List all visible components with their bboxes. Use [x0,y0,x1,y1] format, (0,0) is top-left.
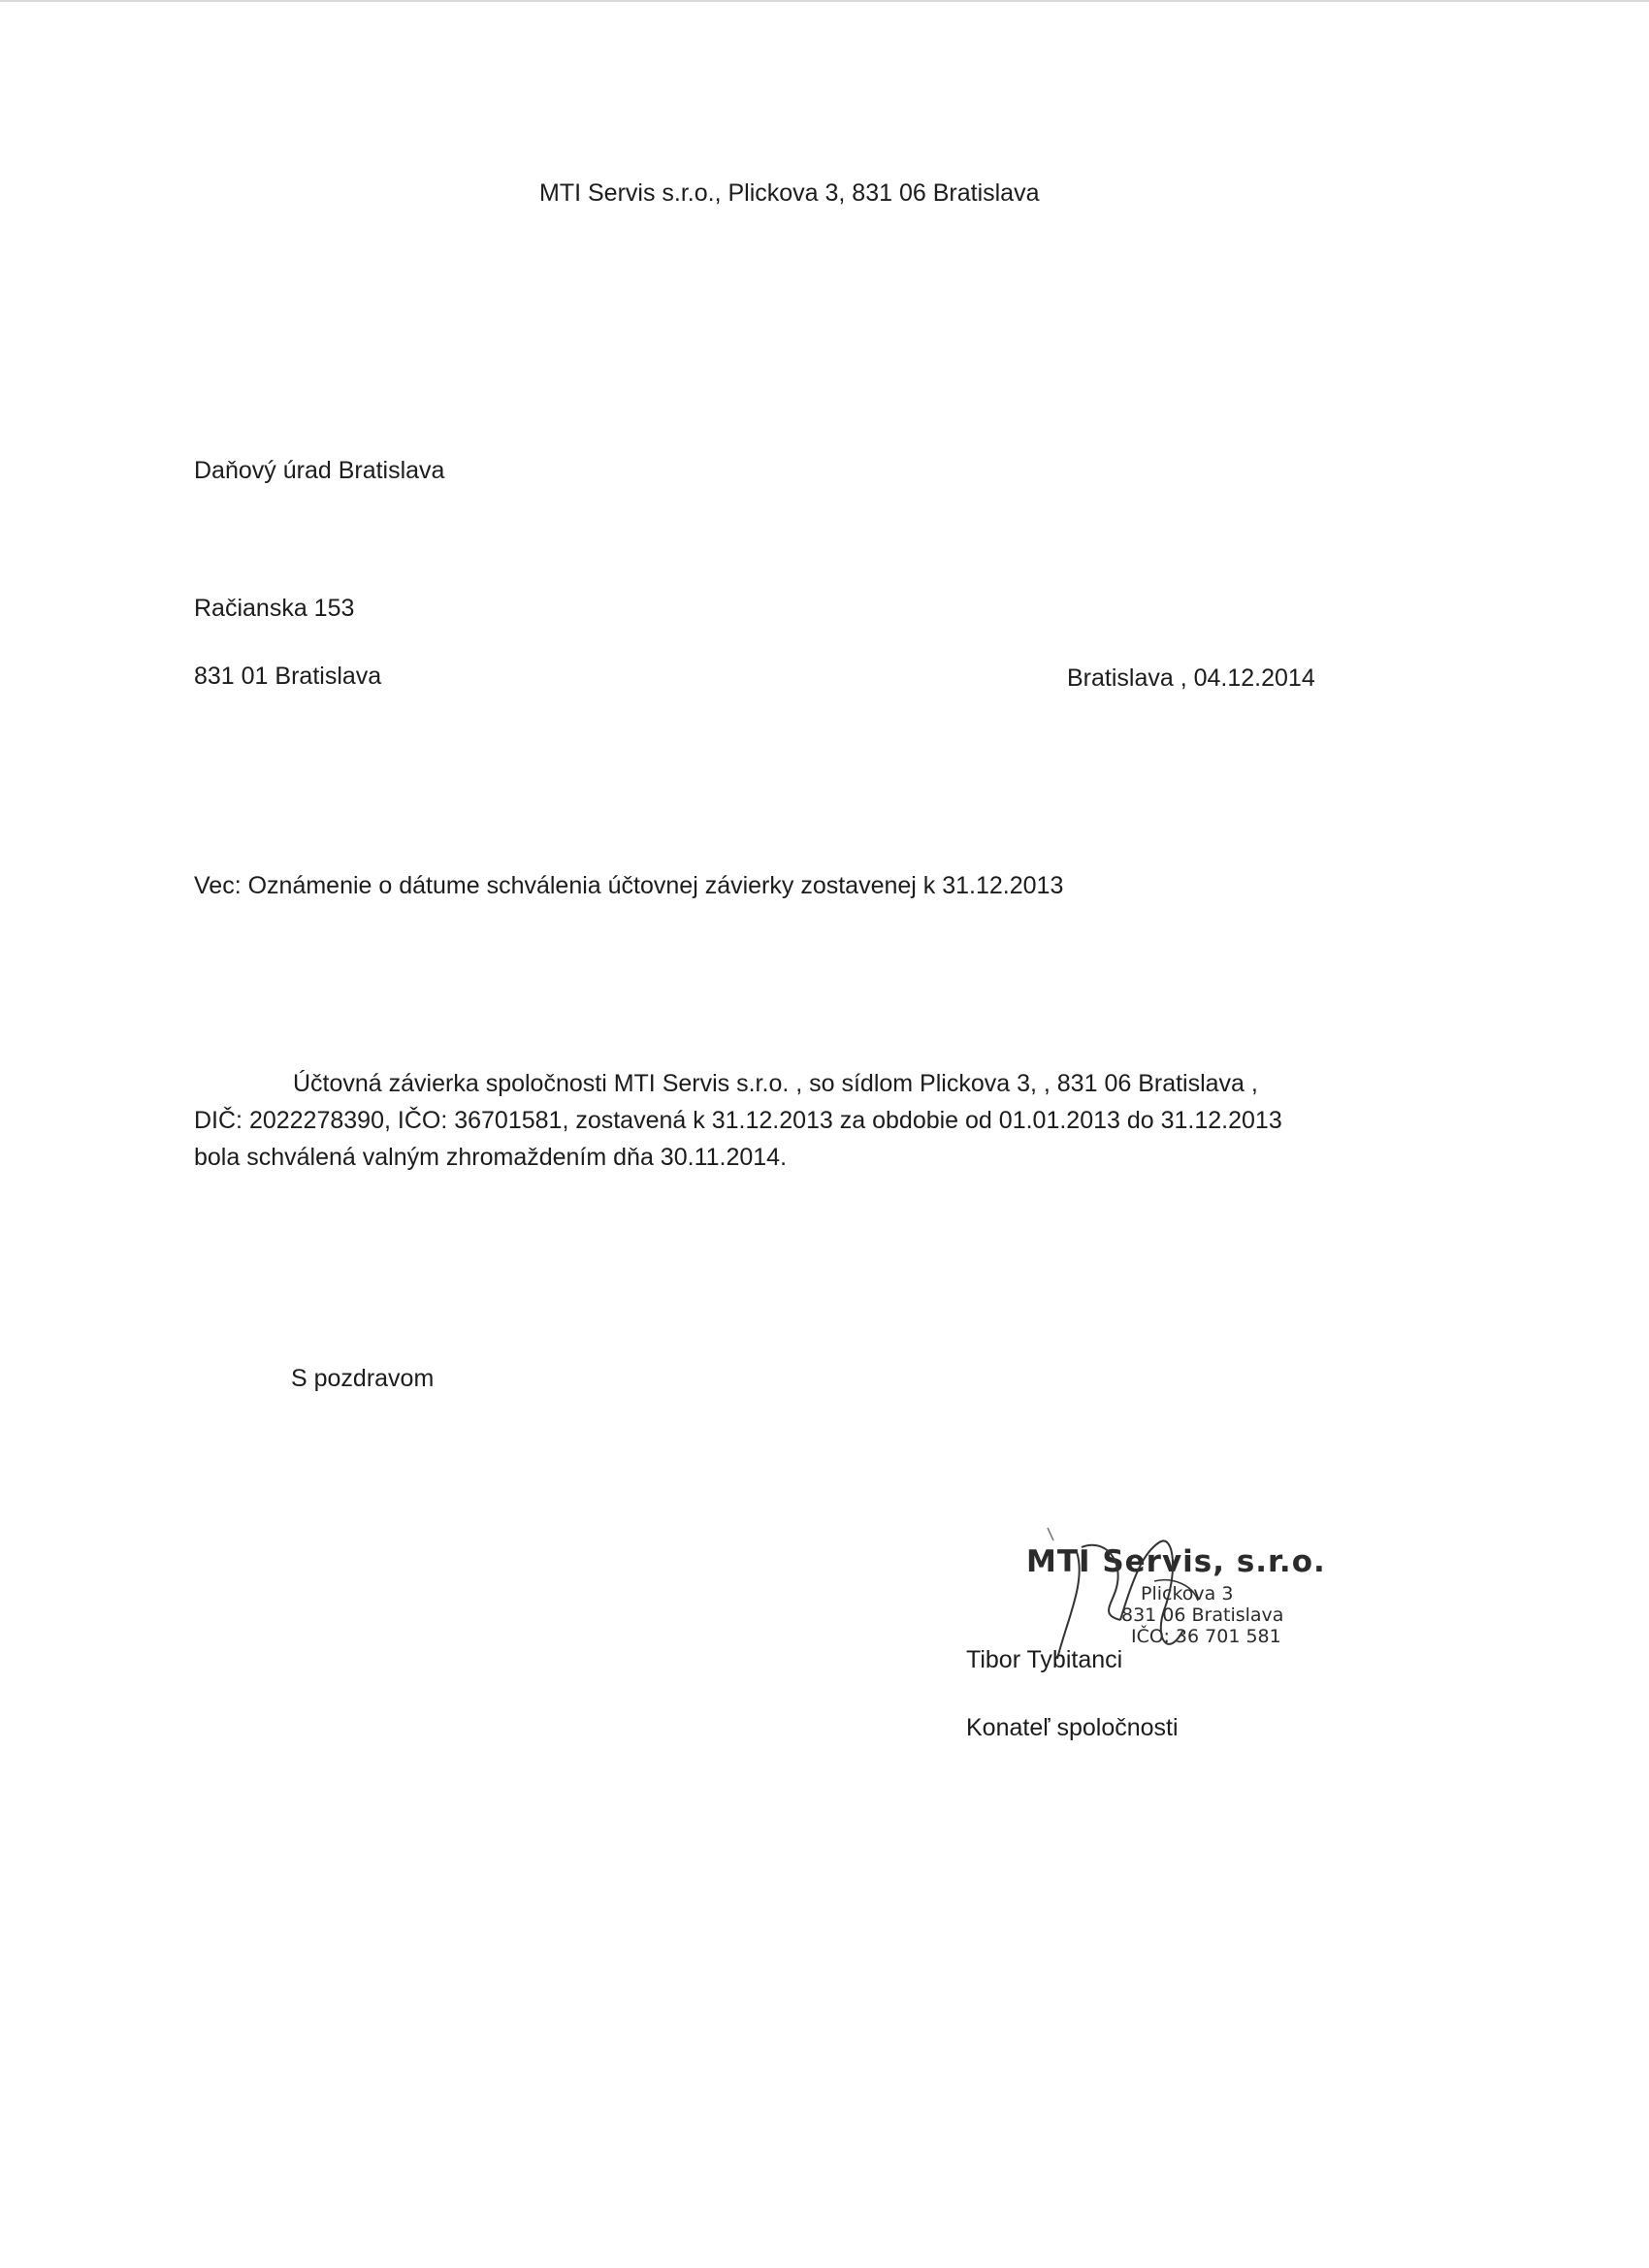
body-line-3: bola schválená valným zhromaždením dňa 30.11.2014. [194,1144,788,1171]
body-line-1: Účtovná závierka spoločnosti MTI Servis s.r.o. , so sídlom Plickova 3, , 831 06 Bratislava , [293,1070,1258,1097]
body-line-2: DIČ: 2022278390, IČO: 36701581, zostavená k 31.12.2013 za obdobie od 01.01.2013 do 31.12.2013 [194,1107,1282,1134]
place-date: Bratislava , 04.12.2014 [1067,664,1315,692]
stamp-ico: IČO: 36 701 581 [1131,1626,1281,1647]
signatory-title: Konateľ spoločnosti [966,1714,1179,1741]
recipient-city: 831 01 Bratislava [194,663,382,690]
recipient-street: Račianska 153 [194,595,355,622]
stamp-city: 831 06 Bratislava [1121,1604,1284,1626]
body-paragraph [194,1065,1416,1176]
recipient-name: Daňový úrad Bratislava [194,457,445,484]
stamp-street: Plickova 3 [1141,1583,1234,1604]
signatory-name: Tibor Tybitanci [966,1646,1123,1673]
stamp-company-name: MTI Servis, s.r.o. [1026,1544,1326,1579]
subject-line: Vec: Oznámenie o dátume schválenia účtovnej závierky zostavenej k 31.12.2013 [194,872,1064,899]
closing: S pozdravom [291,1365,435,1392]
letterhead: MTI Servis s.r.o., Plickova 3, 831 06 Bratislava [539,179,1040,207]
page-top-edge [0,0,1649,2]
